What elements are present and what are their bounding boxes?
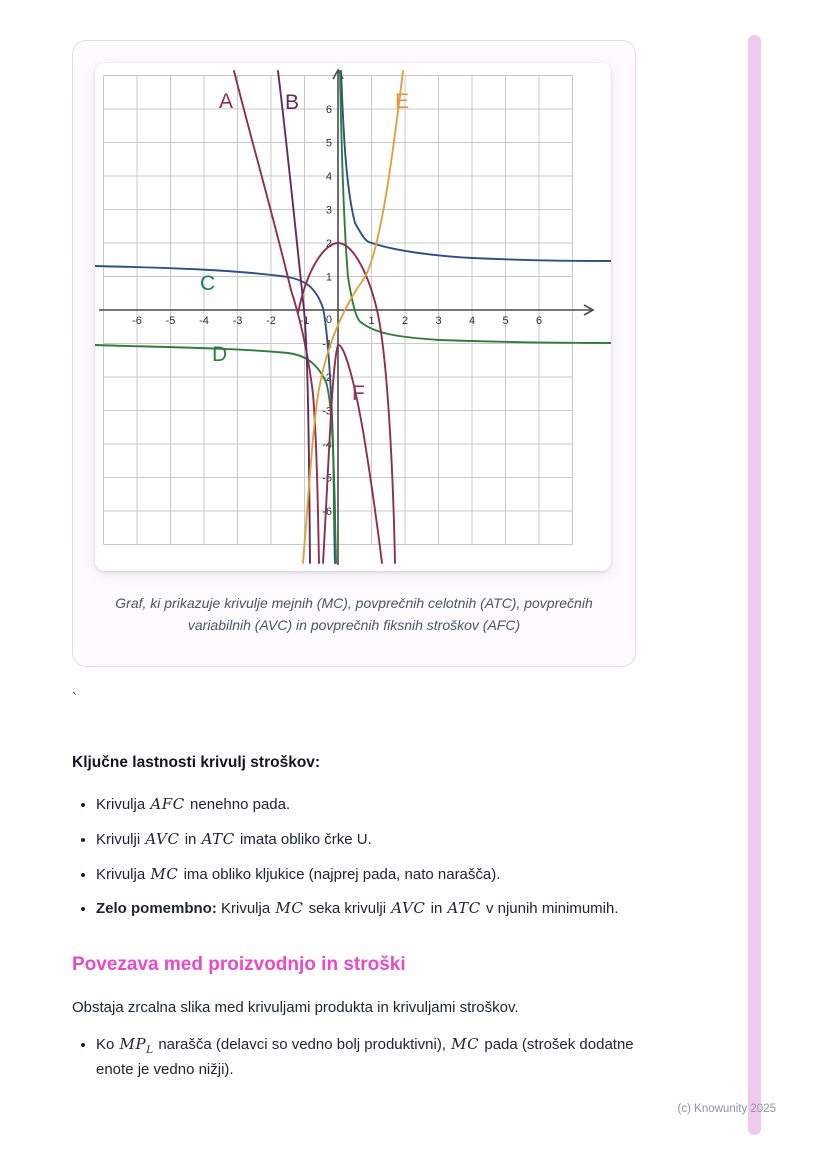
tick-label: -3 — [232, 315, 243, 327]
graph-panel — [95, 63, 611, 571]
tick-label: -2 — [266, 315, 276, 327]
tick-label: -6 — [322, 506, 332, 518]
text-segment: imata obliko črke U. — [235, 830, 372, 848]
notes-content — [72, 690, 638, 1082]
text-segment: $MP_L$ — [119, 1034, 154, 1056]
text-segment: Krivulja — [96, 796, 150, 813]
list-item — [96, 1033, 638, 1082]
curve-green-right — [340, 71, 611, 343]
list-item-text — [96, 1036, 634, 1079]
list-item-text — [96, 900, 619, 917]
tick-label: 2 — [401, 315, 409, 327]
tick-label: 4 — [468, 315, 476, 327]
text-segment: pada (strošek dodatne enote je vedno nižji). — [96, 1035, 634, 1079]
curve-purple-b — [278, 71, 310, 563]
curve-label-E: E — [395, 90, 410, 113]
tick-label: 5 — [502, 315, 509, 327]
tick-label: 3 — [325, 204, 332, 217]
section-heading-key-properties: Ključne lastnosti krivulj stroškov: — [72, 754, 321, 771]
figure-caption: Graf, ki prikazuje krivulje mejnih (MC), povprečnih celotnih (ATC), povprečnih variabilnih (AVC) in povprečnih fiksnih stroškov (AFC) — [115, 595, 593, 633]
curve-blue-right — [341, 71, 611, 261]
text-segment: narašča (delavci so vedno bolj produktivni), — [154, 1035, 451, 1053]
text-segment: MC — [275, 899, 304, 918]
curve-label-D: D — [212, 343, 228, 366]
tick-label: 0 — [325, 314, 332, 326]
list-item-text — [96, 796, 290, 813]
section-heading-production-costs: Povezava med proizvodnjo in stroški — [72, 954, 406, 976]
text-segment: nenehno pada. — [185, 796, 291, 813]
scrollbar[interactable] — [748, 35, 761, 1135]
figure-card — [72, 40, 636, 667]
curve-label-A: A — [219, 90, 234, 113]
list-item — [96, 793, 638, 817]
tick-label: 6 — [325, 104, 332, 116]
curve-label-F: F — [352, 382, 365, 405]
tick-label: -2 — [322, 372, 332, 384]
text-segment: AFC — [150, 795, 185, 813]
tick-label: -5 — [322, 472, 332, 485]
text-segment: Zelo pomembno: — [96, 900, 217, 918]
stray-backtick: ` — [72, 690, 77, 707]
list-item — [96, 897, 638, 921]
production-costs-list — [72, 1033, 638, 1082]
tick-label: -5 — [165, 315, 176, 327]
tick-label: 2 — [325, 238, 332, 250]
text-segment: v njunih minimumih. — [481, 900, 619, 918]
copyright-credit: (c) Knowunity 2025 — [677, 1103, 776, 1115]
curve-maroon-arc — [298, 243, 395, 563]
tick-label: -1 — [299, 315, 310, 327]
tick-label: 5 — [325, 137, 332, 150]
text-segment: Krivulja — [96, 865, 150, 883]
text-segment: Krivulji — [96, 830, 145, 848]
tick-label: -4 — [322, 439, 332, 451]
tick-label: 1 — [325, 271, 332, 284]
text-segment: ATC — [201, 829, 235, 848]
list-item — [96, 863, 638, 887]
text-segment: MC — [451, 1034, 480, 1053]
curve-label-B: B — [285, 91, 300, 114]
list-item-text — [96, 831, 372, 848]
tick-label: -4 — [199, 315, 209, 327]
tick-label: -3 — [322, 405, 332, 418]
text-segment: Krivulja — [216, 900, 275, 918]
tick-label: 6 — [535, 315, 543, 327]
text-segment: MC — [150, 864, 179, 883]
text-segment: seka krivulji — [304, 900, 391, 918]
text-segment: in — [180, 830, 201, 848]
cost-curves-plot — [95, 63, 611, 571]
text-segment: ATC — [447, 899, 481, 918]
tick-label: 4 — [325, 171, 332, 183]
tick-labels — [132, 104, 542, 518]
list-item-text — [96, 866, 500, 883]
section-intro: Obstaja zrcalna slika med krivuljami produkta in krivuljami stroškov. — [72, 999, 519, 1017]
tick-label: 1 — [368, 315, 375, 327]
curve-green-left — [95, 345, 336, 563]
curve-label-C: C — [200, 272, 216, 295]
tick-label: 3 — [435, 315, 442, 327]
text-segment: Ko — [96, 1035, 119, 1053]
text-segment: AVC — [391, 899, 426, 918]
list-item — [96, 828, 638, 852]
text-segment: in — [426, 900, 447, 918]
text-segment: AVC — [145, 829, 180, 848]
tick-label: -1 — [322, 338, 332, 351]
cost-properties-list — [72, 793, 638, 921]
text-segment: ima obliko kljukice (najprej pada, nato narašča). — [179, 865, 501, 883]
tick-label: -6 — [132, 315, 142, 327]
